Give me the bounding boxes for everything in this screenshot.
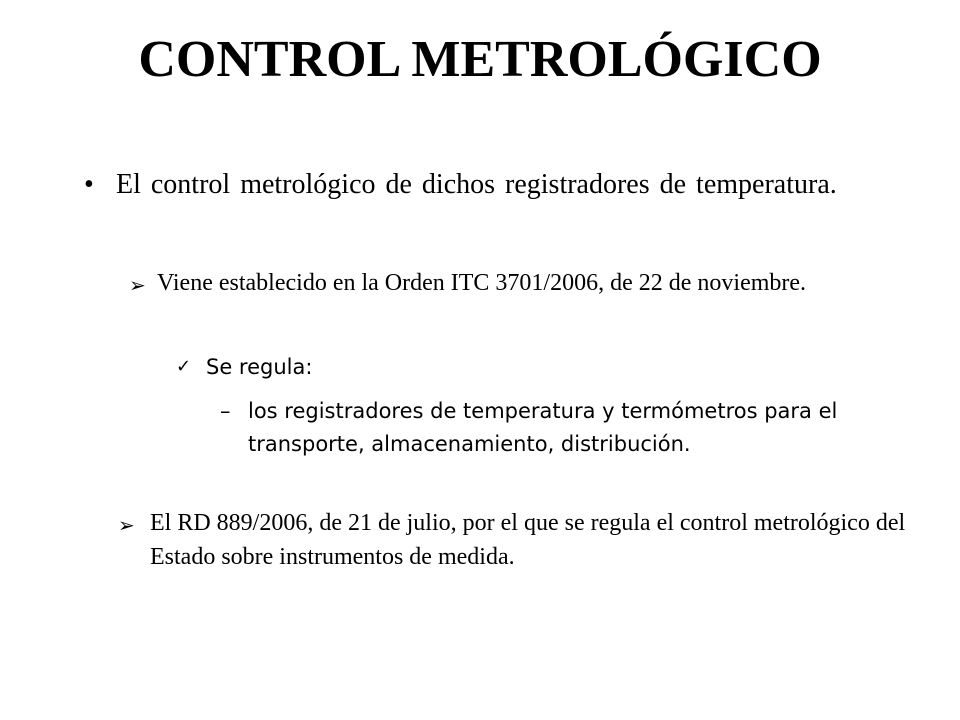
regula-detail-text: los registradores de temperatura y termómetros para el transporte, almacenamiento, distribución. bbox=[248, 399, 838, 456]
main-bullet-item bbox=[84, 166, 916, 204]
orden-item bbox=[129, 267, 897, 300]
orden-item-text: Viene establecido en la Orden ITC 3701/2006, de 22 de noviembre. bbox=[157, 270, 807, 296]
arrow-bullet-icon: ➢ bbox=[129, 273, 146, 297]
rd-item bbox=[118, 506, 950, 574]
bullet-dot-icon: • bbox=[84, 169, 94, 200]
rd-item-text: El RD 889/2006, de 21 de julio, por el que se regula el control metrológico del Estado sobre instrumentos de medida. bbox=[150, 510, 906, 570]
regula-detail-item bbox=[220, 395, 928, 461]
main-bullet-text: El control metrológico de dichos registradores de temperatura. bbox=[116, 169, 837, 200]
dash-bullet-icon: – bbox=[220, 399, 231, 423]
checkmark-icon: ✓ bbox=[176, 356, 192, 377]
regula-item-text: Se regula: bbox=[206, 355, 313, 379]
slide-title: CONTROL METROLÓGICO bbox=[138, 31, 822, 88]
arrow-bullet-icon: ➢ bbox=[118, 513, 135, 537]
regula-item bbox=[176, 352, 313, 382]
